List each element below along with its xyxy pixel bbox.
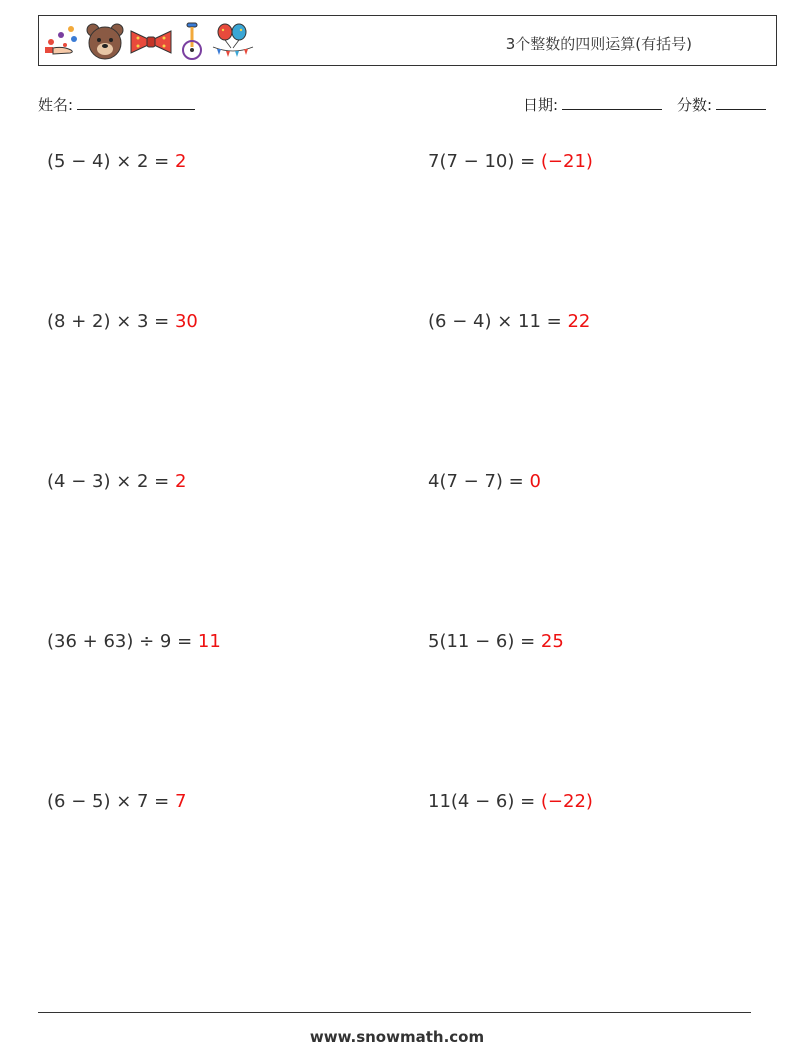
date-blank[interactable] [562, 95, 662, 110]
problem-answer: 2 [174, 151, 187, 172]
problem-1 [47, 151, 186, 172]
problem-answer: 30 [174, 311, 198, 332]
date-field [523, 94, 662, 115]
problem-expression: (6 − 4) × 11 = [428, 311, 568, 332]
score-field [677, 94, 766, 115]
problem-2 [428, 151, 593, 172]
problem-answer: (−21) [540, 151, 593, 172]
balloons-icon [211, 21, 255, 61]
problem-expression: 4(7 − 7) = [428, 471, 530, 492]
date-label: 日期: [523, 96, 559, 114]
score-label: 分数: [677, 96, 713, 114]
problem-answer: 2 [174, 471, 187, 492]
problem-7 [47, 631, 221, 652]
problem-answer: 0 [529, 471, 541, 492]
bear-face-icon [85, 21, 125, 61]
unicycle-icon [177, 21, 207, 61]
problem-3 [47, 311, 198, 332]
problem-expression: (36 + 63) ÷ 9 = [47, 631, 198, 652]
footer-divider [38, 1012, 751, 1013]
worksheet-title: 3个整数的四则运算(有括号) [505, 35, 692, 53]
name-field [38, 94, 195, 115]
problem-expression: (4 − 3) × 2 = [47, 471, 175, 492]
problem-10 [428, 791, 593, 812]
name-label: 姓名: [38, 96, 74, 114]
problem-6 [428, 471, 541, 492]
problem-4 [428, 311, 590, 332]
problem-5 [47, 471, 186, 492]
header-icons [43, 21, 255, 61]
problem-expression: (5 − 4) × 2 = [47, 151, 175, 172]
problem-expression: (6 − 5) × 7 = [47, 791, 175, 812]
problem-expression: 7(7 − 10) = [428, 151, 541, 172]
header-box [38, 15, 777, 66]
problem-answer: (−22) [540, 791, 593, 812]
problem-9 [47, 791, 186, 812]
bow-tie-icon [129, 21, 173, 61]
problem-answer: 25 [540, 631, 564, 652]
problem-expression: (8 + 2) × 3 = [47, 311, 175, 332]
problem-expression: 11(4 − 6) = [428, 791, 541, 812]
footer-url[interactable]: www.snowmath.com [309, 1028, 485, 1046]
problem-answer: 22 [567, 311, 591, 332]
score-blank[interactable] [716, 95, 766, 110]
juggling-balls-icon [43, 21, 81, 61]
problem-answer: 11 [197, 631, 221, 652]
name-blank[interactable] [77, 95, 195, 110]
problem-8 [428, 631, 564, 652]
problem-expression: 5(11 − 6) = [428, 631, 541, 652]
problem-answer: 7 [174, 791, 187, 812]
